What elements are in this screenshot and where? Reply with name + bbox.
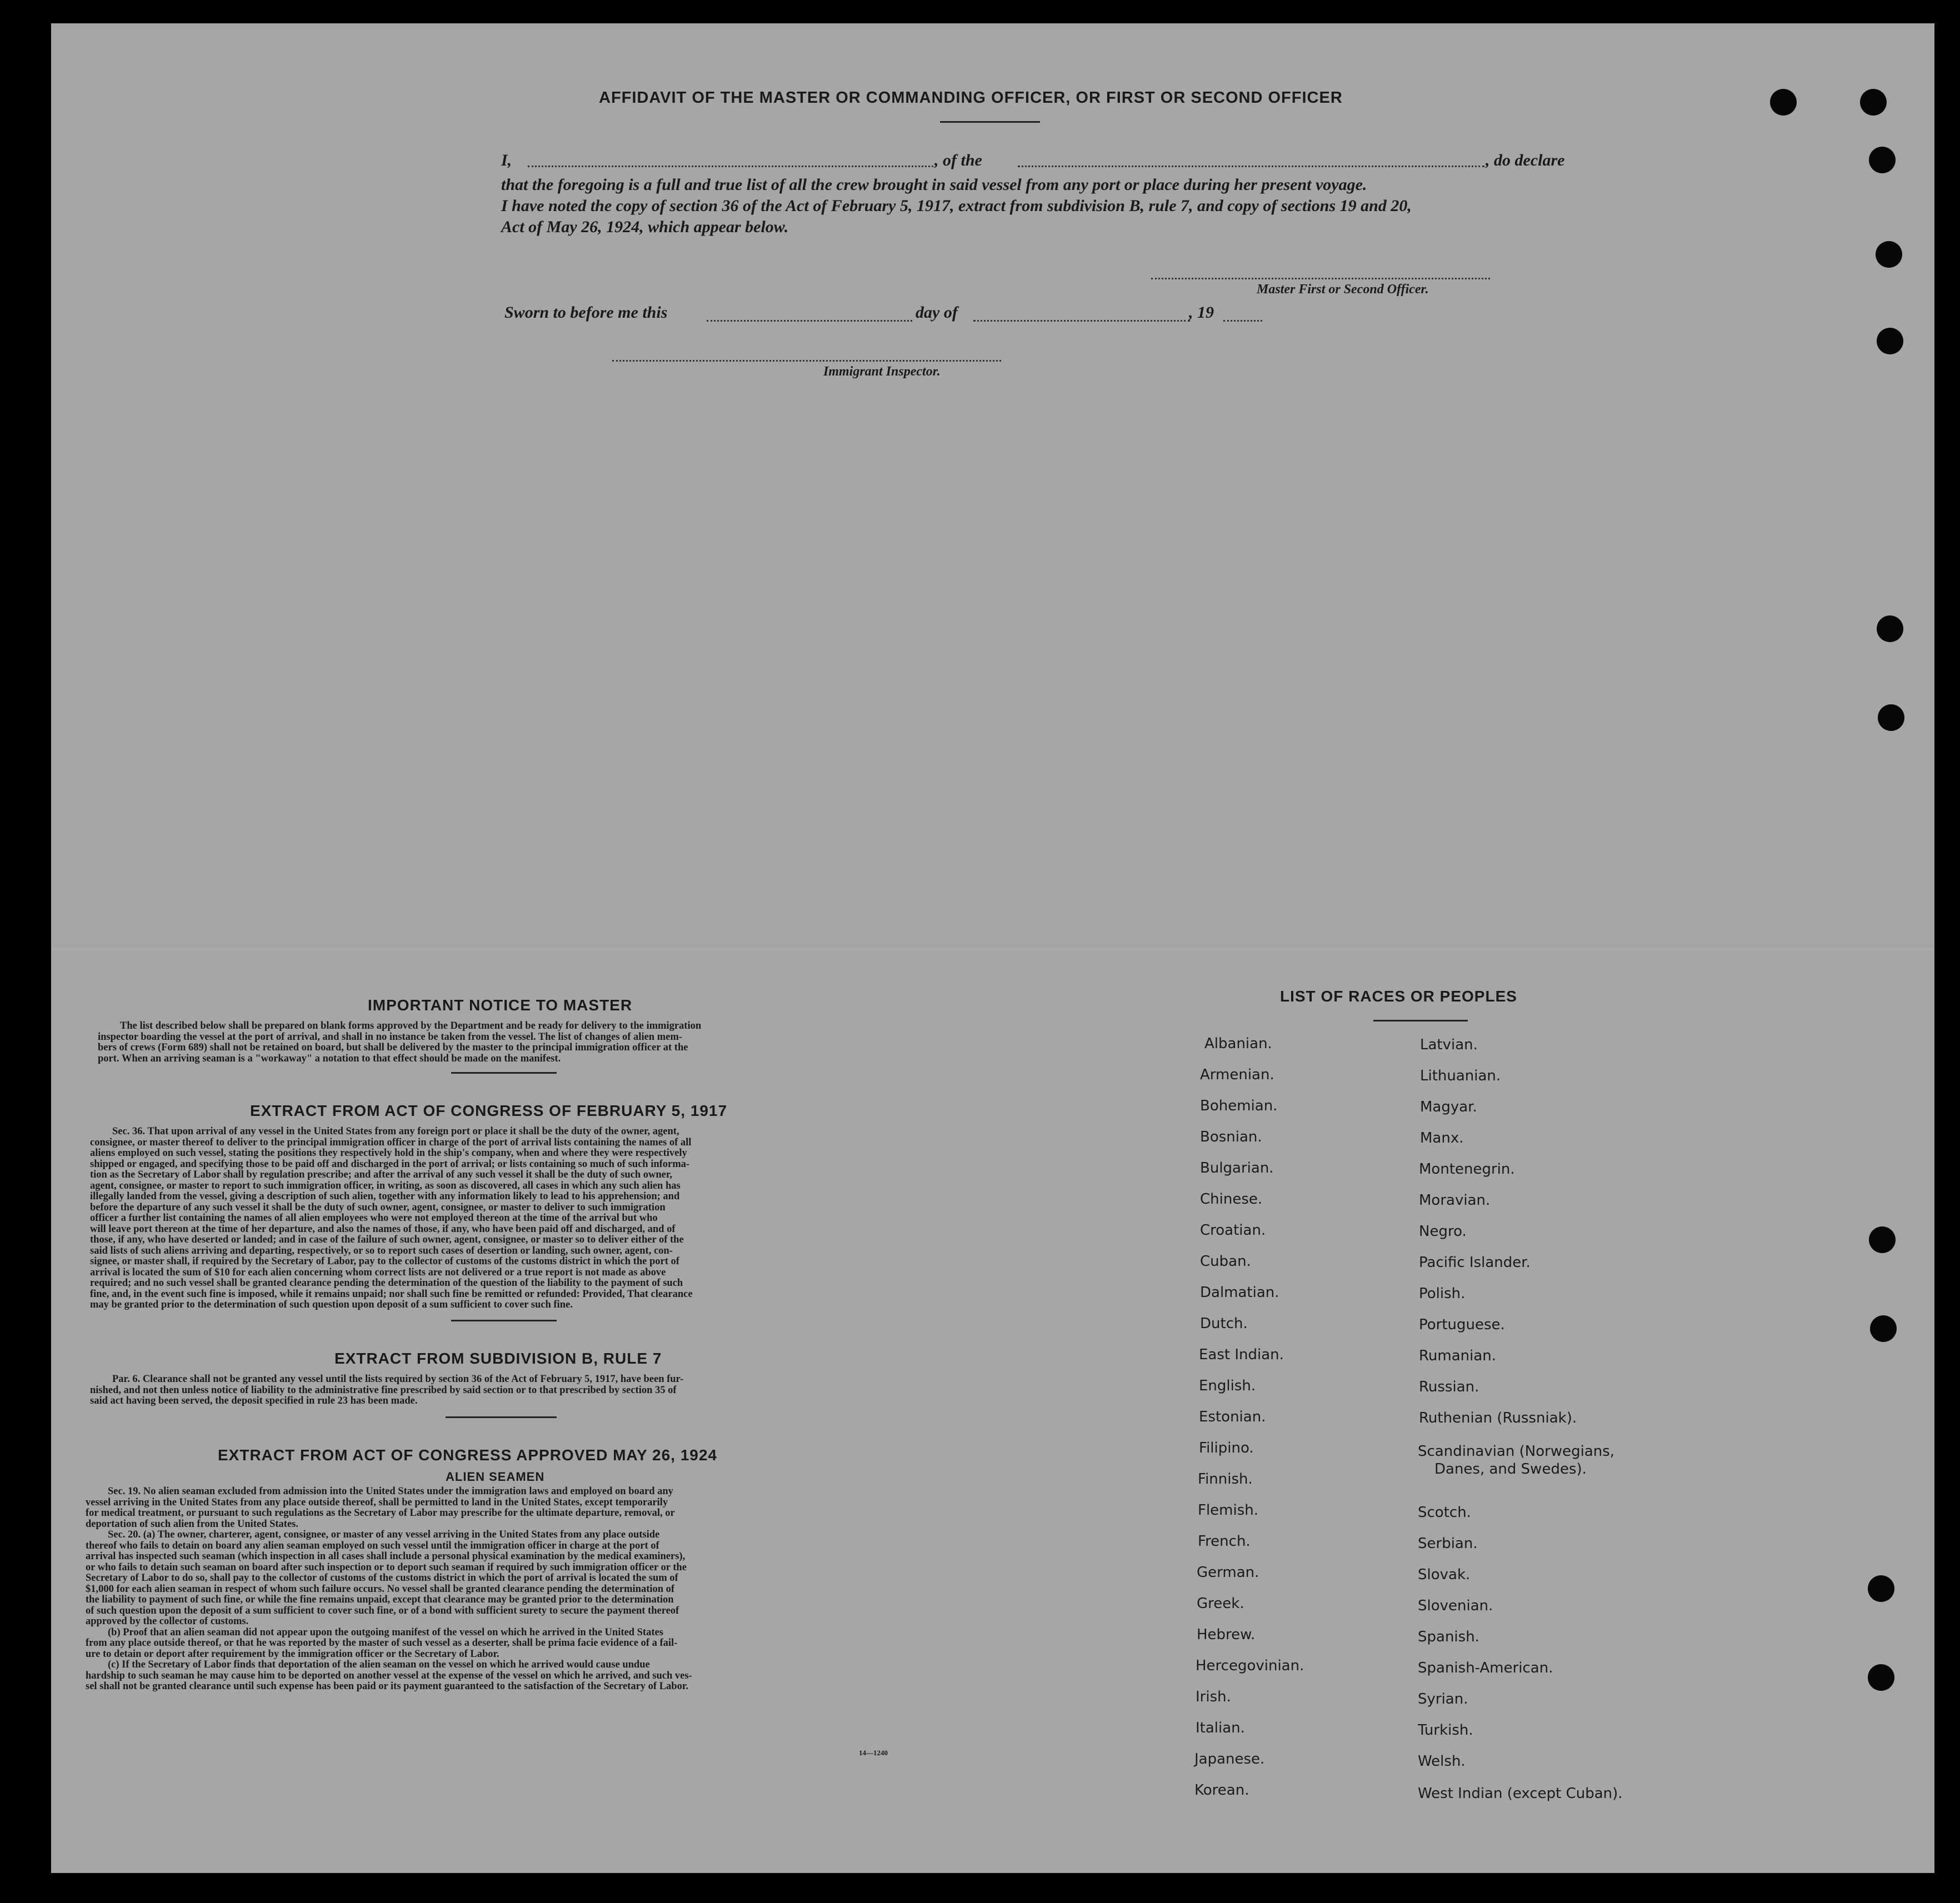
extract-1917-line: will leave port thereon at the time of her departure, and also the names of those, if any, who have been paid off and discharged, and of (90, 1223, 676, 1235)
extract-1924-line: arrival has inspected such seaman (which inspection in all cases shall include a personal physical examination by the medical examiners), (86, 1551, 686, 1562)
fold-line (51, 945, 1934, 950)
sworn-day-field[interactable] (707, 320, 912, 322)
extract-1924-line: Sec. 20. (a) The owner, charterer, agent, consignee, or master of any vessel arriving in the United States from any place outside (108, 1529, 660, 1540)
race-item: Slovak. (1418, 1566, 1471, 1583)
race-item: Serbian. (1418, 1535, 1478, 1552)
extract-1924-line: ure to detain or deport after requirement by the immigration officer or the Secretary of Labor. (86, 1648, 499, 1660)
extract-1917-line: required; and no such vessel shall be granted clearance pending the determination of the question of the liability to the payment of such (90, 1278, 683, 1289)
name-field[interactable] (528, 166, 933, 167)
extract-1924-line: (b) Proof that an alien seaman did not appear upon the outgoing manifest of the vessel on which he arrived in the United States (108, 1626, 663, 1638)
extract-1924-line: $1,000 for each alien seaman in respect of whom such failure occurs. No vessel shall be granted clearance pending the determination of (86, 1583, 675, 1595)
races-title-rule (1373, 1020, 1468, 1021)
rule7-text (90, 1374, 918, 1407)
extract-1917-line: officer a further list containing the names of all alien employees who were not employed thereon at the time of the arrival but who (90, 1213, 658, 1224)
extract-1924-line: of such question upon the deposit of a sum sufficient to cover such fine, or of a bond with sufficient surety to secure the payment thereof (86, 1605, 679, 1616)
extract-1917-line: tion as the Secretary of Labor shall by regulation prescribe; and after the arrival of any such vessel it shall be the duty of such owner, (90, 1169, 672, 1180)
extract-1924-title: EXTRACT FROM ACT OF CONGRESS APPROVED MAY 26, 1924 (218, 1446, 717, 1464)
notice-text (98, 1021, 920, 1064)
inspector-label: Immigrant Inspector. (823, 364, 941, 379)
race-item: Irish. (1196, 1689, 1231, 1705)
punch-hole (1860, 89, 1887, 116)
race-item: Dutch. (1200, 1315, 1248, 1332)
race-item: Magyar. (1420, 1099, 1477, 1115)
race-item: Pacific Islander. (1419, 1254, 1531, 1271)
race-item: Bulgarian. (1200, 1160, 1274, 1176)
extract-1924-line: for medical treatment, or pursuant to such regulations as the Secretary of Labor may prescribe for the ultimate departure, removal, or (86, 1508, 675, 1519)
sworn-month-field[interactable] (973, 320, 1190, 322)
races-title: LIST OF RACES OR PEOPLES (1280, 988, 1517, 1005)
race-item: Latvian. (1420, 1036, 1478, 1053)
extract-1924-line: hardship to such seaman he may cause him to be deported on another vessel at the expense of the vessel on which he arrived, and such ves- (86, 1670, 692, 1681)
extract-1917-line: shipped or engaged, and specifying those to be paid off and discharged in the port of arrival; or lists containing so much of such informa- (90, 1158, 690, 1170)
race-item: Flemish. (1198, 1502, 1259, 1519)
race-item: Japanese. (1194, 1751, 1265, 1767)
race-item: Filipino. (1199, 1440, 1254, 1456)
notice-line: inspector boarding the vessel at the port of arrival, and shall in no instance be taken from the vessel. The list of changes of alien mem- (98, 1031, 682, 1043)
race-item: Scandinavian (Norwegians, (1418, 1443, 1615, 1460)
extract-1924-line: Sec. 19. No alien seaman excluded from admission into the United States under the immigration laws and employed on board any (108, 1486, 673, 1497)
race-item: Croatian. (1200, 1222, 1266, 1239)
document-sheet (51, 23, 1934, 1873)
extract-1917-line: illegally landed from the vessel, giving a description of such alien, together with any information likely to lead to his apprehension; and (90, 1191, 680, 1202)
race-item: Korean. (1194, 1782, 1249, 1799)
punch-hole (1869, 1226, 1896, 1253)
punch-hole (1770, 89, 1797, 116)
race-item: Spanish-American. (1418, 1660, 1553, 1676)
notice-line: bers of crews (Form 689) shall not be retained on board, but shall be delivered by the master to the principal immigration officer at the (98, 1042, 688, 1053)
day-of-label: day of (916, 303, 958, 322)
rule7-line: said act having been served, the deposit specified in rule 23 has been made. (90, 1395, 418, 1406)
punch-hole (1868, 1575, 1894, 1602)
extract-1917-line: consignee, or master thereof to deliver to the principal immigration officer in charge of the port of arrival lists containing the names of all (90, 1136, 692, 1148)
notice-line: port. When an arriving seaman is a "workaway" a notation to that effect should be made on the manifest. (98, 1053, 561, 1064)
race-item: Rumanian. (1419, 1348, 1497, 1364)
race-item: Slovenian. (1418, 1597, 1493, 1614)
race-item: Chinese. (1200, 1191, 1263, 1208)
race-item: Negro. (1419, 1223, 1467, 1240)
extract-1917-text (90, 1126, 918, 1311)
race-item: East Indian. (1199, 1346, 1284, 1363)
punch-hole (1869, 147, 1896, 173)
extract-1924-line: deportation of such alien from the United States. (86, 1518, 299, 1530)
notice-title: IMPORTANT NOTICE TO MASTER (368, 996, 633, 1014)
race-item: Lithuanian. (1420, 1068, 1501, 1084)
punch-hole (1870, 1315, 1897, 1342)
extract-1924-line: (c) If the Secretary of Labor finds that deportation of the alien seaman on the vessel on which he arrived would cause undue (108, 1659, 650, 1670)
extract-1917-line: said lists of such aliens arriving and departing, respectively, or so to report such cases of desertion or landing, such owner, agent, con- (90, 1245, 673, 1256)
master-signature-field[interactable] (1151, 278, 1490, 279)
affidavit-title: AFFIDAVIT OF THE MASTER OR COMMANDING OFFICER, OR FIRST OR SECOND OFFICER (599, 89, 1343, 107)
race-item: Scotch. (1418, 1504, 1471, 1521)
race-item: West Indian (except Cuban). (1418, 1785, 1623, 1802)
declaration-line-2: that the foregoing is a full and true list of all the crew brought in said vessel from any port or place during her present voyage. (501, 176, 1367, 194)
race-item: Hebrew. (1197, 1626, 1256, 1643)
race-item: Finnish. (1198, 1471, 1253, 1488)
title-rule (940, 121, 1040, 123)
declaration-line-4: Act of May 26, 1924, which appear below. (501, 218, 789, 236)
race-item: Italian. (1196, 1720, 1245, 1736)
race-item: Estonian. (1199, 1409, 1266, 1425)
sworn-label: Sworn to before me this (504, 303, 668, 322)
race-item: English. (1199, 1378, 1256, 1394)
extract-1924-line: or who fails to detain such seaman on board after such inspection or to deport such seaman if required by such immigration officer or the (86, 1561, 687, 1573)
notice-line: The list described below shall be prepared on blank forms approved by the Department and be ready for delivery to the immigration (120, 1020, 702, 1031)
race-item: Cuban. (1200, 1253, 1251, 1270)
extract-1924-line: Secretary of Labor to do so, shall pay to the collector of customs of the customs district in which the port of arrival is located the sum of (86, 1573, 678, 1584)
race-item: Moravian. (1419, 1192, 1491, 1209)
section-rule (446, 1416, 557, 1418)
punch-hole (1876, 241, 1902, 268)
year-prefix: , 19 (1189, 303, 1214, 322)
rule7-title: EXTRACT FROM SUBDIVISION B, RULE 7 (334, 1350, 662, 1367)
section-rule (451, 1320, 557, 1321)
race-item: Bosnian. (1200, 1129, 1262, 1145)
extract-1917-line: arrival is located the sum of $10 for each alien concerning whom correct lists are not delivered or a true report is not made as above (90, 1266, 666, 1278)
extract-1917-line: fine, and, in the event such fine is imposed, while it remains unpaid; nor shall such fine be remitted or refunded: Provided, That clearance (90, 1288, 693, 1300)
extract-1924-line: thereof who fails to detain on board any alien seaman employed on such vessel until the immigration officer in charge at the port of (86, 1540, 659, 1551)
extract-1924-line: the liability to payment of such fine, or while the fine remains unpaid, except that clearance may be granted prior to the determination (86, 1594, 674, 1605)
race-item: Portuguese. (1419, 1316, 1505, 1333)
race-item: Armenian. (1200, 1066, 1274, 1083)
race-item: Syrian. (1418, 1691, 1468, 1707)
extract-1917-line: signee, or master shall, if required by the Secretary of Labor, pay to the collector of customs of the customs district in which the port of (90, 1256, 679, 1267)
declare-of: , of the (934, 151, 982, 169)
alien-seamen-subtitle: ALIEN SEAMEN (446, 1470, 545, 1484)
race-item: German. (1197, 1564, 1259, 1581)
extract-1917-line: those, if any, who have deserted or landed; and in case of the failure of such owner, agent, consignee, or master so to deliver either of the (90, 1234, 684, 1245)
race-item: Russian. (1419, 1379, 1479, 1395)
race-item: Ruthenian (Russniak). (1419, 1410, 1577, 1426)
race-item: Welsh. (1418, 1753, 1466, 1770)
race-item: Greek. (1197, 1595, 1244, 1612)
sworn-year-field[interactable] (1223, 320, 1262, 322)
punch-hole (1877, 615, 1903, 642)
race-item: Manx. (1420, 1130, 1464, 1146)
declaration-line-3: I have noted the copy of section 36 of the Act of February 5, 1917, extract from subdivision B, rule 7, and copy of sections 19 and 20, (501, 197, 1412, 215)
race-item: Montenegrin. (1419, 1161, 1515, 1178)
declare-end: , do declare (1486, 151, 1565, 169)
declaration-line-1 (501, 151, 1568, 173)
form-number: 14—1240 (859, 1749, 888, 1757)
race-item: Polish. (1419, 1285, 1466, 1302)
rule7-line: Par. 6. Clearance shall not be granted any vessel until the lists required by section 36 of the Act of February 5, 1917, have been fur- (112, 1374, 684, 1385)
declare-i: I, (501, 151, 512, 169)
race-item: Albanian. (1204, 1035, 1272, 1052)
race-item: Danes, and Swedes). (1434, 1461, 1587, 1478)
punch-hole (1868, 1664, 1894, 1691)
race-item: Dalmatian. (1200, 1284, 1279, 1301)
extract-1917-line: before the departure of any such vessel it shall be the duty of such owner, agent, consignee, or master to deliver to such immigration (90, 1201, 666, 1213)
extract-1924-line: sel shall not be granted clearance until such expense has been paid or its payment guaranteed to the satisfaction of the Secretary of Labor. (86, 1681, 688, 1692)
race-item: Bohemian. (1200, 1098, 1278, 1114)
master-label: Master First or Second Officer. (1257, 282, 1429, 297)
race-item: French. (1198, 1533, 1251, 1550)
extract-1924-line: vessel arriving in the United States from any place outside thereof, shall be permitted to land in the United States, except temporarily (86, 1496, 668, 1508)
race-item: Hercegovinian. (1196, 1657, 1304, 1674)
extract-1917-title: EXTRACT FROM ACT OF CONGRESS OF FEBRUARY 5, 1917 (250, 1102, 728, 1119)
extract-1924-text (86, 1486, 919, 1692)
inspector-signature-field[interactable] (612, 360, 1001, 362)
extract-1924-line: approved by the collector of customs. (86, 1616, 249, 1627)
extract-1917-line: agent, consignee, or master to report to such immigration officer, in writing, as soon as discovered, all cases in which any such alien has (90, 1180, 681, 1191)
punch-hole (1878, 704, 1904, 731)
rule7-line: nished, and not then unless notice of liability to the administrative fine prescribed by said section or to that prescribed by section 35 of (90, 1384, 677, 1396)
section-rule (451, 1072, 557, 1074)
extract-1917-line: Sec. 36. That upon arrival of any vessel in the United States from any foreign port or place it shall be the duty of the owner, agent, (112, 1126, 679, 1137)
race-item: Turkish. (1418, 1722, 1473, 1739)
extract-1924-line: from any place outside thereof, or that he was reported by the master of such vessel as a deserter, shall be prima facie evidence of a fail- (86, 1637, 678, 1649)
extract-1917-line: aliens employed on such vessel, stating the positions they respectively hold in the ship's company, when and where they were respectively (90, 1148, 687, 1159)
punch-hole (1877, 328, 1903, 354)
extract-1917-line: may be granted prior to the determination of such question upon deposit of a sum sufficient to cover such fine. (90, 1299, 573, 1310)
vessel-field[interactable] (1018, 166, 1484, 167)
race-item: Spanish. (1418, 1629, 1479, 1645)
